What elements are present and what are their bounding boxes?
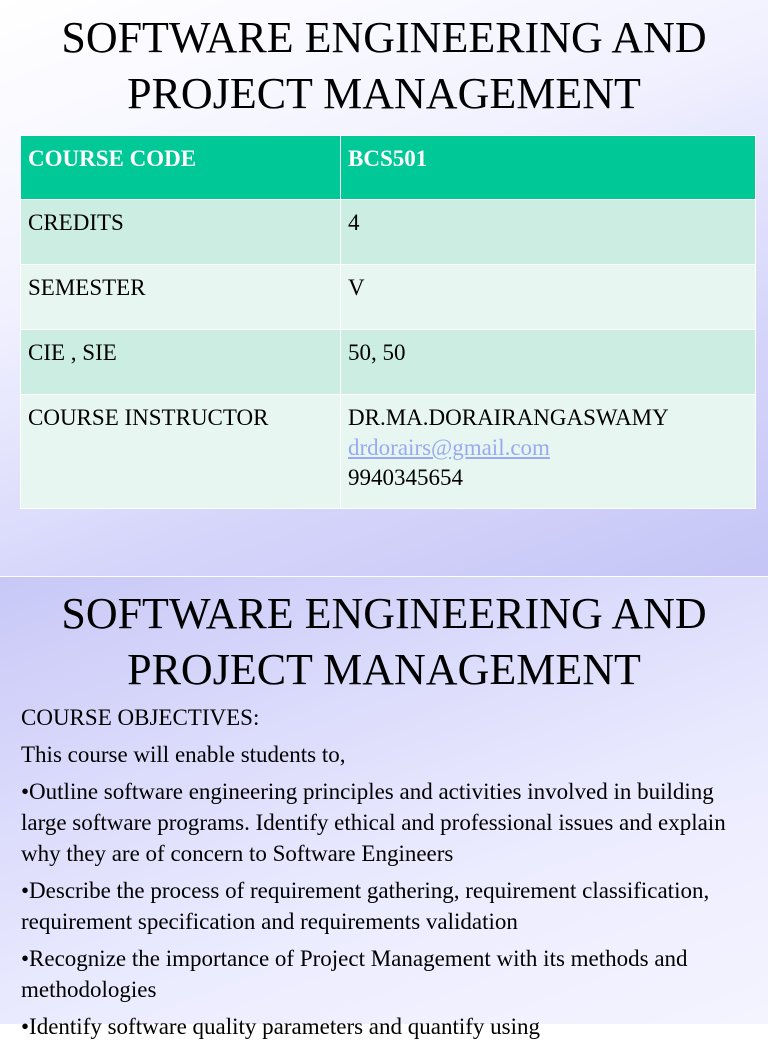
course-code-label: COURSE CODE [21,136,341,200]
cie-sie-label: CIE , SIE [21,330,341,395]
slide-2-title [0,586,768,698]
instructor-phone: 9940345654 [348,465,463,490]
instructor-cell [341,395,756,509]
instructor-email-link[interactable]: drdorairs@gmail.com [348,435,550,460]
instructor-label: COURSE INSTRUCTOR [21,395,341,509]
slide-1-title [0,10,768,122]
semester-label: SEMESTER [21,265,341,330]
slide-1-title-line-1: SOFTWARE ENGINEERING AND [61,13,707,62]
table-row [21,265,756,330]
course-objectives [21,702,751,1048]
table-row [21,395,756,509]
objective-item: •Recognize the importance of Project Management with its methods and methodologies [21,946,688,1002]
credits-value: 4 [341,200,756,265]
objective-item: •Describe the process of requirement gathering, requirement classification, requirement specification and requirements validation [21,878,710,934]
objectives-heading: COURSE OBJECTIVES: [21,705,260,730]
instructor-name: DR.MA.DORAIRANGASWAMY [348,405,669,430]
objective-item: •Identify software quality parameters and quantify using [21,1014,541,1039]
table-row [21,330,756,395]
table-header-row [21,136,756,200]
credits-label: CREDITS [21,200,341,265]
slide-1-title-line-2: PROJECT MANAGEMENT [127,69,641,118]
table-row [21,200,756,265]
cie-sie-value: 50, 50 [341,330,756,395]
semester-value: V [341,265,756,330]
objective-item: •Outline software engineering principles and activities involved in building large software programs. Identify ethical and professional issues and explain why they are of concern to Software Engineers [21,779,726,866]
course-info-table [20,135,756,509]
slide-2-title-line-2: PROJECT MANAGEMENT [127,645,641,694]
slide-2-title-line-1: SOFTWARE ENGINEERING AND [61,589,707,638]
course-code-value: BCS501 [341,136,756,200]
slide-2 [0,577,768,1039]
objectives-intro: This course will enable students to, [21,742,346,767]
